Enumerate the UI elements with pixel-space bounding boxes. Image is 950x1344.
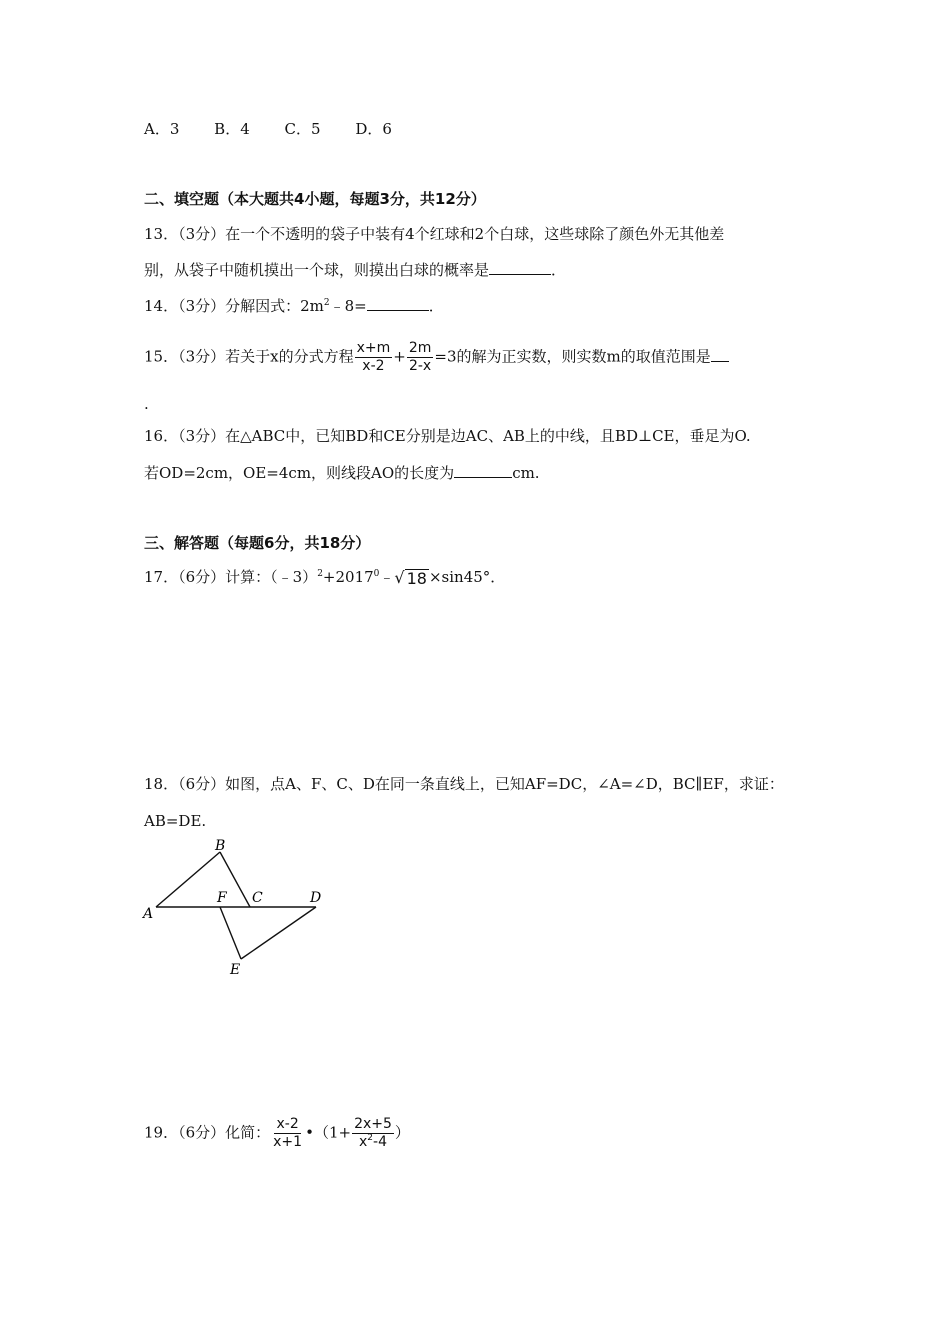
q12-options <box>144 119 422 139</box>
q16-unit: cm. <box>512 464 540 482</box>
q17-radicand: 18 <box>406 569 427 588</box>
q15-fraction-2 <box>407 340 434 375</box>
q15-suffix: =3的解为正实数，则实数m的取值范围是 <box>434 347 711 366</box>
q19-f1-numerator: x-2 <box>276 1116 299 1132</box>
q19-fraction-2 <box>352 1116 394 1151</box>
q13-line2 <box>144 260 566 280</box>
q17-sqrt <box>394 568 429 588</box>
option-a: A．3 <box>144 120 180 138</box>
q17-line <box>144 567 505 588</box>
q19-f2-numerator: 2x+5 <box>354 1116 392 1132</box>
q18-figure <box>138 835 338 980</box>
sqrt-icon: √ <box>394 568 405 587</box>
q15-period: . <box>144 395 149 413</box>
option-b: B．4 <box>214 120 250 138</box>
q18-line2: AB=DE. <box>144 812 207 830</box>
q13-line1: 13．（3分）在一个不透明的袋子中装有4个红球和2个白球，这些球除了颜色外无其他差 <box>144 225 725 243</box>
q19-dot: • <box>305 1123 314 1142</box>
q15-fraction-1 <box>355 340 393 375</box>
q16-line1: 16．（3分）在△ABC中，已知BD和CE分别是边AC、AB上的中线，且BD⊥CE，垂足为O. <box>144 427 751 445</box>
q15-answer-blank <box>711 347 729 362</box>
segment-ed <box>241 907 316 959</box>
q19-den-rest: -4 <box>373 1134 387 1150</box>
q19-open: （1+ <box>313 1123 352 1142</box>
q13-period: ． <box>551 261 567 279</box>
q15-f1-denominator: x-2 <box>362 358 385 374</box>
q16-text: 若OD=2cm，OE=4cm，则线段AO的长度为 <box>144 464 455 482</box>
q16-line2 <box>144 463 540 483</box>
q19-den-exponent: 2 <box>367 1133 374 1143</box>
q14-exponent: 2 <box>323 298 330 308</box>
q14-prefix: 14．（3分）分解因式：2m <box>144 297 324 315</box>
q17-suffix: ×sin45°． <box>428 568 506 586</box>
q17-minus: ﹣ <box>379 568 395 586</box>
section2-title: 二、填空题（本大题共4小题，每题3分，共12分） <box>144 190 486 208</box>
q16-answer-blank <box>454 463 512 478</box>
q15-f2-denominator: 2-x <box>408 358 432 374</box>
q19-f1-denominator: x+1 <box>273 1134 303 1150</box>
q19-prefix: 19．（6分）化简： <box>144 1123 271 1142</box>
q14-mid: ﹣8= <box>329 297 367 315</box>
q13-text: 别，从袋子中随机摸出一个球，则摸出白球的概率是 <box>144 261 490 279</box>
q19-fraction-1 <box>271 1116 304 1151</box>
label-c: C <box>252 890 263 906</box>
q14-line <box>144 296 444 316</box>
q17-exponent-1: 2 <box>317 569 323 579</box>
q15-f2-numerator: 2m <box>408 340 432 356</box>
label-f: F <box>217 890 227 906</box>
label-e: E <box>230 962 241 978</box>
q15-plus: + <box>393 347 406 366</box>
option-c: C．5 <box>284 120 321 138</box>
q15-f1-numerator: x+m <box>356 340 391 356</box>
q19-f2-denominator <box>357 1134 389 1151</box>
q18-line1: 18．（6分）如图，点A、F、C、D在同一条直线上，已知AF=DC，∠A=∠D，BC∥EF，求证： <box>144 775 784 793</box>
label-a: A <box>143 906 154 922</box>
label-d: D <box>310 890 322 906</box>
segment-ab <box>156 852 220 907</box>
option-d: D．6 <box>355 120 392 138</box>
q19-den-base: x <box>358 1134 368 1150</box>
q19-close: ） <box>394 1123 410 1142</box>
q17-prefix: 17．（6分）计算：（﹣3） <box>144 568 318 586</box>
q15-line <box>144 340 729 375</box>
label-b: B <box>215 838 226 854</box>
q13-answer-blank <box>489 260 551 275</box>
q17-exponent-2: 0 <box>373 569 380 579</box>
q19-line <box>144 1116 410 1151</box>
q14-suffix: ． <box>428 297 444 315</box>
q17-mid: +2017 <box>322 568 374 586</box>
q15-prefix: 15．（3分）若关于x的分式方程 <box>144 347 354 366</box>
q14-answer-blank <box>367 296 429 311</box>
section3-title: 三、解答题（每题6分，共18分） <box>144 534 371 552</box>
segment-fe <box>220 907 241 959</box>
